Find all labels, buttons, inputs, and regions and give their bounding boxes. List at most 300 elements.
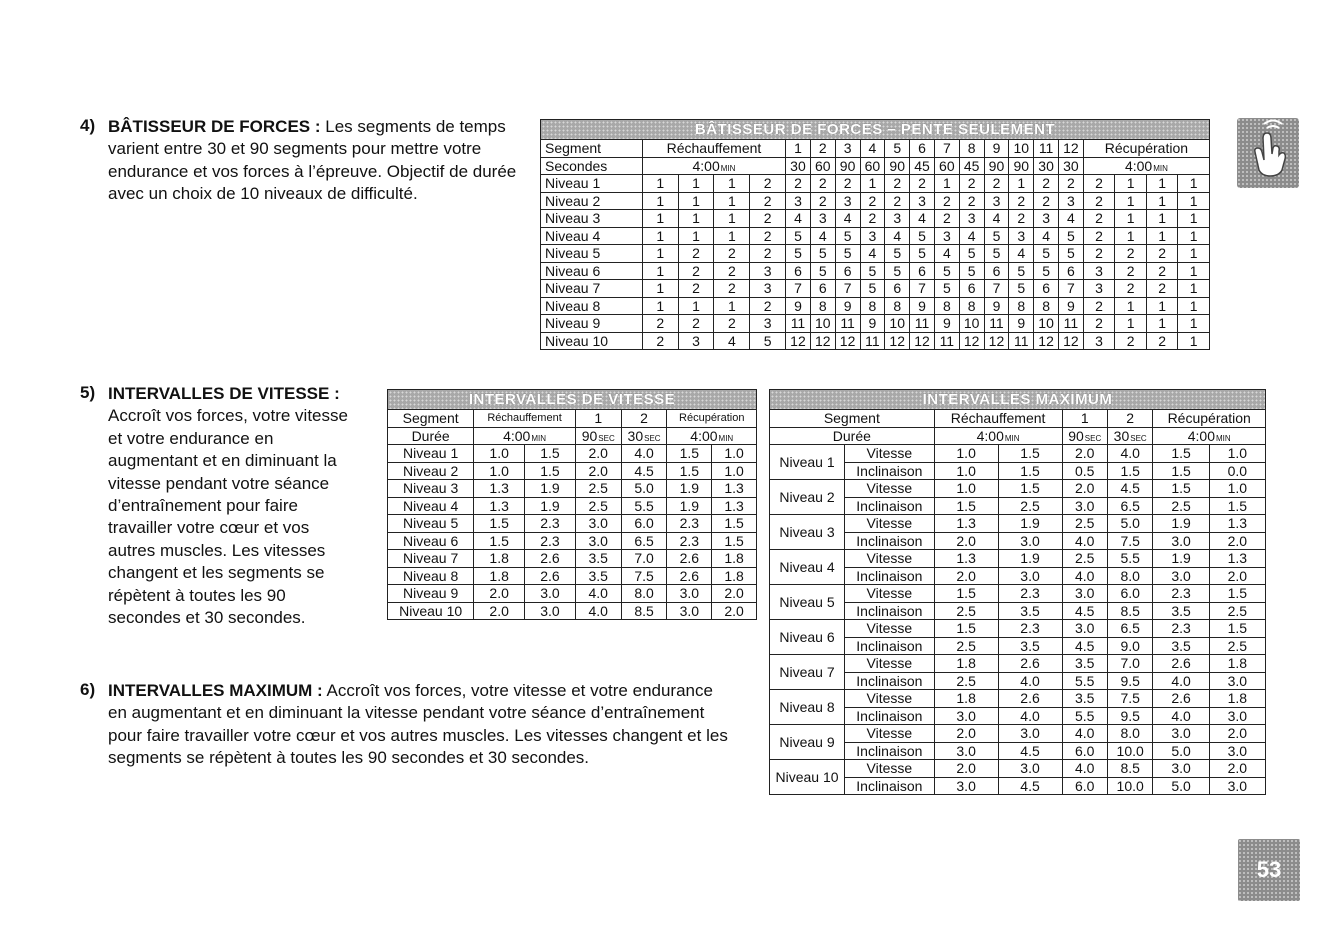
segment-value: 2 [959, 175, 984, 193]
recovery-value: 1.3 [1209, 515, 1265, 533]
warmup-value: 4 [714, 332, 750, 350]
segment-value: 12 [1059, 332, 1084, 350]
segment-value: 6.0 [1062, 777, 1107, 795]
segment-value: 3 [910, 192, 935, 210]
recovery-value: 1.0 [1209, 480, 1265, 498]
segment-value: 8.0 [1107, 725, 1152, 743]
segment-seconds: 30 [1034, 157, 1059, 175]
unit-label: MIN [1215, 433, 1231, 443]
segment-value: 3.0 [1062, 620, 1107, 638]
segment-value: 4.0 [1107, 445, 1152, 463]
segment-value: 8.5 [1107, 602, 1152, 620]
segment-seconds: 90 [1009, 157, 1034, 175]
segment-value: 8 [885, 297, 910, 315]
level-label: Niveau 1 [541, 175, 643, 193]
level-label: Niveau 9 [388, 585, 474, 603]
segment-seconds: 45 [959, 157, 984, 175]
segment-value: 2 [786, 175, 811, 193]
recovery-value: 3.0 [1209, 707, 1265, 725]
recovery-value: 2.0 [1209, 532, 1265, 550]
level-label: Niveau 2 [770, 480, 845, 515]
level-label: Niveau 5 [770, 585, 845, 620]
segment-value: 4.5 [1062, 602, 1107, 620]
warmup-value: 1.9 [998, 550, 1062, 568]
speed-label: Vitesse [845, 515, 935, 533]
segment-value: 3 [810, 210, 835, 228]
recovery-value: 1 [1178, 227, 1210, 245]
segment-duration: 30SEC [1107, 427, 1152, 445]
segment-value: 11 [860, 332, 885, 350]
incline-label: Inclinaison [845, 742, 935, 760]
warmup-value: 2 [678, 315, 714, 333]
warmup-value: 1.5 [998, 480, 1062, 498]
table-row [770, 725, 1266, 743]
segment-value: 4.5 [1062, 637, 1107, 655]
segment-header: 7 [934, 140, 959, 158]
warmup-header: Réchauffement [934, 410, 1062, 428]
level-label: Niveau 1 [388, 445, 474, 463]
warmup-value: 2.6 [998, 690, 1062, 708]
recovery-value: 1 [1178, 280, 1210, 298]
recovery-value: 2 [1115, 280, 1147, 298]
segment-value: 7 [786, 280, 811, 298]
warmup-value: 3.5 [998, 637, 1062, 655]
recovery-value: 1.0 [1209, 445, 1265, 463]
segment-value: 4 [885, 227, 910, 245]
unit-label: SEC [1130, 433, 1147, 443]
recovery-value: 1 [1115, 175, 1147, 193]
incline-label: Inclinaison [845, 497, 935, 515]
recovery-value: 3 [1083, 332, 1115, 350]
segment-value: 10.0 [1107, 777, 1152, 795]
segment-value: 5 [984, 245, 1009, 263]
segment-header: 12 [1059, 140, 1084, 158]
segment-value: 8 [1034, 297, 1059, 315]
segment-seconds: 60 [860, 157, 885, 175]
warmup-value: 3 [678, 332, 714, 350]
segment-value: 9 [786, 297, 811, 315]
unit-label: SEC [644, 433, 661, 443]
warmup-value: 1.5 [474, 532, 525, 550]
segment-value: 2.0 [1062, 480, 1107, 498]
level-label: Niveau 4 [770, 550, 845, 585]
segment-value: 7 [910, 280, 935, 298]
level-label: Niveau 7 [770, 655, 845, 690]
recovery-value: 1.3 [712, 497, 757, 515]
table-row [541, 315, 1210, 333]
recovery-value: 3.5 [1153, 602, 1209, 620]
speed-label: Vitesse [845, 725, 935, 743]
warmup-value: 2.0 [474, 602, 525, 620]
table-row [770, 777, 1266, 795]
segment-header: 2 [1107, 410, 1152, 428]
table-row [541, 192, 1210, 210]
segment-value: 9 [984, 297, 1009, 315]
segment-value: 2 [860, 210, 885, 228]
row-label: Durée [388, 427, 474, 445]
segment-value: 4.0 [1062, 760, 1107, 778]
segment-value: 6.0 [1062, 742, 1107, 760]
segment-header: 11 [1034, 140, 1059, 158]
segment-value: 4.0 [575, 585, 621, 603]
recovery-value: 1.5 [1209, 497, 1265, 515]
segment-value: 7.0 [1107, 655, 1152, 673]
warmup-value: 1 [678, 175, 714, 193]
recovery-value: 1.5 [667, 462, 712, 480]
table-row [388, 515, 757, 533]
warmup-value: 2.5 [998, 497, 1062, 515]
segment-value: 3.0 [575, 532, 621, 550]
recovery-value: 2.3 [1153, 585, 1209, 603]
incline-label: Inclinaison [845, 777, 935, 795]
recovery-value: 1 [1146, 297, 1178, 315]
segment-value: 2.5 [575, 480, 621, 498]
recovery-value: 5.0 [1153, 777, 1209, 795]
table-row [541, 297, 1210, 315]
unit-label: MIN [720, 163, 736, 173]
recovery-value: 3.0 [1153, 532, 1209, 550]
segment-value: 5 [1034, 245, 1059, 263]
table-row [388, 497, 757, 515]
segment-seconds: 90 [835, 157, 860, 175]
segment-value: 5 [1059, 245, 1084, 263]
recovery-value: 1 [1115, 192, 1147, 210]
segment-value: 5 [1009, 280, 1034, 298]
segment-value: 9.5 [1107, 672, 1152, 690]
warmup-value: 2 [750, 227, 786, 245]
section-vitesse [80, 383, 380, 629]
warmup-value: 2.3 [525, 532, 576, 550]
level-label: Niveau 7 [388, 550, 474, 568]
warmup-value: 4.0 [998, 707, 1062, 725]
segment-seconds: 90 [984, 157, 1009, 175]
level-label: Niveau 5 [541, 245, 643, 263]
section-title: INTERVALLES MAXIMUM : [108, 681, 323, 700]
segment-value: 2.5 [1062, 550, 1107, 568]
recovery-time: 4:00MIN [1153, 427, 1266, 445]
recovery-value: 1 [1146, 210, 1178, 228]
segment-value: 2 [1034, 175, 1059, 193]
segment-value: 4 [835, 210, 860, 228]
segment-value: 12 [786, 332, 811, 350]
incline-label: Inclinaison [845, 707, 935, 725]
segment-value: 5.5 [1062, 672, 1107, 690]
segment-value: 3.0 [1062, 497, 1107, 515]
warmup-value: 1.5 [998, 462, 1062, 480]
segment-value: 6 [959, 280, 984, 298]
warmup-value: 3.0 [934, 777, 998, 795]
recovery-value: 2.0 [1209, 567, 1265, 585]
warmup-value: 4.5 [998, 742, 1062, 760]
warmup-value: 1 [642, 227, 678, 245]
warmup-value: 2.3 [998, 585, 1062, 603]
table-row [770, 567, 1266, 585]
segment-value: 8 [1009, 297, 1034, 315]
recovery-value: 1 [1146, 227, 1178, 245]
section-title: INTERVALLES DE VITESSE : [108, 384, 340, 403]
warmup-value: 2.6 [525, 567, 576, 585]
unit-label: SEC [598, 433, 615, 443]
recovery-value: 1.9 [1153, 515, 1209, 533]
level-label: Niveau 6 [541, 262, 643, 280]
warmup-value: 2.5 [934, 637, 998, 655]
warmup-value: 2.5 [934, 672, 998, 690]
recovery-value: 2 [1083, 210, 1115, 228]
segment-value: 2 [810, 192, 835, 210]
recovery-value: 1.8 [712, 550, 757, 568]
recovery-value: 3.5 [1153, 637, 1209, 655]
warmup-value: 2 [714, 315, 750, 333]
warmup-value: 1 [714, 192, 750, 210]
warmup-value: 1.0 [474, 462, 525, 480]
recovery-value: 1 [1115, 227, 1147, 245]
segment-value: 9 [934, 315, 959, 333]
segment-value: 6.0 [621, 515, 667, 533]
recovery-value: 2.5 [1209, 602, 1265, 620]
segment-value: 8 [934, 297, 959, 315]
warmup-value: 2 [714, 245, 750, 263]
segment-value: 4 [1009, 245, 1034, 263]
warmup-time: 4:00MIN [642, 157, 785, 175]
segment-value: 9 [1059, 297, 1084, 315]
incline-label: Inclinaison [845, 462, 935, 480]
incline-label: Inclinaison [845, 567, 935, 585]
recovery-value: 1.8 [712, 567, 757, 585]
segment-value: 3.0 [575, 515, 621, 533]
segment-value: 9.5 [1107, 707, 1152, 725]
segment-value: 9 [860, 315, 885, 333]
warmup-value: 1 [678, 297, 714, 315]
warmup-value: 1.5 [525, 462, 576, 480]
table-banner: BÂTISSEUR DE FORCES – PENTE SEULEMENT [541, 120, 1210, 140]
segment-value: 5.0 [621, 480, 667, 498]
segment-value: 9 [1009, 315, 1034, 333]
segment-value: 6 [984, 262, 1009, 280]
segment-seconds: 60 [810, 157, 835, 175]
recovery-value: 3.0 [1153, 567, 1209, 585]
speed-label: Vitesse [845, 550, 935, 568]
warmup-value: 3 [750, 262, 786, 280]
warmup-header: Réchauffement [642, 140, 785, 158]
recovery-value: 1 [1178, 262, 1210, 280]
recovery-value: 1 [1178, 175, 1210, 193]
table-row [541, 262, 1210, 280]
segment-value: 8.5 [621, 602, 667, 620]
recovery-value: 2.6 [1153, 690, 1209, 708]
warmup-value: 1.0 [474, 445, 525, 463]
recovery-value: 3.0 [1153, 760, 1209, 778]
segment-value: 6 [910, 262, 935, 280]
warmup-value: 3.0 [998, 760, 1062, 778]
table-row [770, 462, 1266, 480]
recovery-header: Récupération [1083, 140, 1209, 158]
segment-seconds: 30 [786, 157, 811, 175]
recovery-value: 1.0 [712, 462, 757, 480]
section-description: Les segments de temps varient entre 30 et 90 segments pour mettre votre endurance et vos forces à l’épreuve. Objectif de durée avec un choix de 10 niveaux de difficulté. [108, 117, 517, 204]
recovery-value: 2 [1083, 227, 1115, 245]
recovery-value: 2 [1083, 192, 1115, 210]
recovery-time: 4:00MIN [1083, 157, 1209, 175]
unit-label: MIN [1153, 163, 1168, 173]
segment-value: 5 [1034, 262, 1059, 280]
segment-value: 11 [1009, 332, 1034, 350]
warmup-value: 3.0 [525, 585, 576, 603]
segment-value: 9 [910, 297, 935, 315]
warmup-value: 1.5 [525, 445, 576, 463]
segment-value: 2 [1009, 192, 1034, 210]
segment-value: 5 [810, 262, 835, 280]
section-body [108, 680, 728, 770]
segment-value: 1 [934, 175, 959, 193]
warmup-value: 2.3 [525, 515, 576, 533]
table-row [770, 480, 1266, 498]
warmup-value: 4.0 [998, 672, 1062, 690]
level-label: Niveau 1 [770, 445, 845, 480]
section-number: 5) [80, 383, 96, 402]
recovery-value: 3 [1083, 262, 1115, 280]
recovery-value: 3 [1083, 280, 1115, 298]
segment-value: 2.0 [1062, 445, 1107, 463]
warmup-value: 2 [750, 175, 786, 193]
segment-value: 5 [786, 227, 811, 245]
level-label: Niveau 4 [541, 227, 643, 245]
segment-header: 4 [860, 140, 885, 158]
segment-value: 5 [934, 262, 959, 280]
segment-value: 11 [786, 315, 811, 333]
table-row [770, 445, 1266, 463]
recovery-value: 1.5 [712, 515, 757, 533]
warmup-value: 2.6 [998, 655, 1062, 673]
warmup-value: 1.5 [934, 497, 998, 515]
segment-header: 5 [885, 140, 910, 158]
segment-value: 2.0 [575, 462, 621, 480]
recovery-header: Récupération [667, 410, 757, 428]
level-label: Niveau 8 [388, 567, 474, 585]
segment-seconds: 60 [934, 157, 959, 175]
unit-label: MIN [531, 433, 546, 443]
recovery-value: 3.0 [1209, 672, 1265, 690]
warmup-value: 2 [642, 315, 678, 333]
speed-label: Vitesse [845, 690, 935, 708]
segment-value: 2 [1034, 192, 1059, 210]
recovery-value: 4.0 [1153, 672, 1209, 690]
segment-value: 4.0 [621, 445, 667, 463]
segment-value: 3 [786, 192, 811, 210]
recovery-header: Récupération [1153, 410, 1266, 428]
warmup-value: 1.8 [474, 550, 525, 568]
level-label: Niveau 8 [541, 297, 643, 315]
warmup-value: 1 [678, 227, 714, 245]
segment-header: 8 [959, 140, 984, 158]
warmup-header: Réchauffement [474, 410, 576, 428]
table-banner: INTERVALLES DE VITESSE [388, 390, 757, 410]
warmup-value: 1.3 [934, 515, 998, 533]
warmup-value: 1.5 [998, 445, 1062, 463]
segment-value: 6 [1059, 262, 1084, 280]
segment-value: 2 [934, 210, 959, 228]
recovery-value: 2.0 [1209, 760, 1265, 778]
segment-value: 5 [810, 245, 835, 263]
warmup-value: 2 [714, 280, 750, 298]
recovery-value: 1 [1178, 210, 1210, 228]
incline-label: Inclinaison [845, 672, 935, 690]
table-row [770, 550, 1266, 568]
segment-value: 4 [1034, 227, 1059, 245]
recovery-value: 2 [1083, 245, 1115, 263]
recovery-value: 5.0 [1153, 742, 1209, 760]
section-title: BÂTISSEUR DE FORCES : [108, 117, 321, 136]
row-label: Segment [770, 410, 935, 428]
warmup-value: 1 [642, 262, 678, 280]
segment-value: 5 [786, 245, 811, 263]
recovery-value: 1.8 [1209, 690, 1265, 708]
segment-value: 3 [984, 192, 1009, 210]
recovery-value: 1 [1178, 315, 1210, 333]
segment-value: 5 [959, 262, 984, 280]
segment-value: 10 [810, 315, 835, 333]
table-row [770, 707, 1266, 725]
segment-value: 3.5 [575, 550, 621, 568]
segment-value: 7 [835, 280, 860, 298]
recovery-value: 1.5 [1209, 620, 1265, 638]
warmup-value: 1 [678, 210, 714, 228]
segment-value: 2.0 [575, 445, 621, 463]
level-label: Niveau 6 [770, 620, 845, 655]
hand-pointer-icon [1237, 118, 1299, 188]
recovery-value: 1 [1178, 332, 1210, 350]
segment-seconds: 30 [1059, 157, 1084, 175]
recovery-value: 1.5 [667, 445, 712, 463]
recovery-value: 2 [1083, 315, 1115, 333]
segment-value: 5 [835, 245, 860, 263]
segment-value: 6 [835, 262, 860, 280]
recovery-value: 1 [1178, 297, 1210, 315]
segment-value: 6 [786, 262, 811, 280]
segment-value: 4.0 [1062, 567, 1107, 585]
segment-value: 4 [984, 210, 1009, 228]
segment-value: 5 [1059, 227, 1084, 245]
segment-value: 12 [835, 332, 860, 350]
segment-value: 8.0 [621, 585, 667, 603]
table-row [541, 227, 1210, 245]
segment-header: 3 [835, 140, 860, 158]
warmup-value: 2.0 [934, 760, 998, 778]
segment-value: 6 [810, 280, 835, 298]
recovery-value: 2.0 [1209, 725, 1265, 743]
speed-label: Vitesse [845, 480, 935, 498]
level-label: Niveau 2 [541, 192, 643, 210]
segment-value: 5 [959, 245, 984, 263]
table-row [388, 462, 757, 480]
segment-value: 7.5 [621, 567, 667, 585]
segment-duration: 90SEC [575, 427, 621, 445]
segment-seconds: 90 [885, 157, 910, 175]
segment-value: 11 [835, 315, 860, 333]
recovery-value: 2 [1146, 280, 1178, 298]
table-intervalles-vitesse [387, 389, 757, 620]
warmup-value: 3 [750, 315, 786, 333]
recovery-value: 1.9 [1153, 550, 1209, 568]
table-row [541, 210, 1210, 228]
warmup-value: 2 [714, 262, 750, 280]
segment-value: 2 [984, 175, 1009, 193]
recovery-value: 1 [1115, 297, 1147, 315]
recovery-value: 1.0 [712, 445, 757, 463]
table-row [388, 445, 757, 463]
warmup-value: 3.0 [934, 742, 998, 760]
warmup-value: 1.3 [474, 480, 525, 498]
warmup-value: 3 [750, 280, 786, 298]
